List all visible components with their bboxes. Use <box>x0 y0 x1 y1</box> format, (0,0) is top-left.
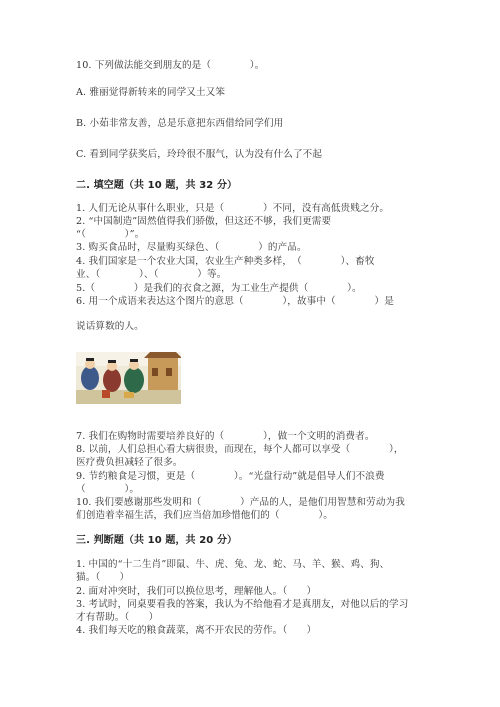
fill-line: 医疗费负担减轻了很多。 <box>76 457 183 468</box>
section-fill-in-title: 二. 填空题（共 10 题，共 32 分） <box>76 180 238 191</box>
fill-line: 6. 用一个成语来表达这个图片的意思（ ），故事中（ ）是 <box>76 296 394 307</box>
fill-line: 说话算数的人。 <box>76 321 144 332</box>
tf-line: 3. 考试时，同桌要看我的答案，我认为不给他看才是真朋友，对他以后的学习 <box>76 599 409 610</box>
q10-option-c: C. 看到同学获奖后，玲玲很不服气，认为没有什么了不起 <box>76 149 323 160</box>
fill-line: 7. 我们在购物时需要培养良好的（ ），做一个文明的消费者。 <box>76 431 375 442</box>
q10-option-a: A. 雅丽觉得新转来的同学又土又笨 <box>76 87 226 98</box>
tf-line: 1. 中国的“十二生肖”即鼠、牛、虎、兔、龙、蛇、马、羊、猴、鸡、狗、 <box>76 559 390 570</box>
fill-line: 8. 以前，人们总担心看大病很贵，而现在，每个人都可以享受（ ）， <box>76 444 404 455</box>
fill-line: “（ ）”。 <box>76 229 145 240</box>
q10-stem: 10. 下列做法能交到朋友的是（ ）。 <box>76 60 265 71</box>
fill-line: 5.（ ）是我们的衣食之源，为工业生产提供（ ）。 <box>76 283 362 294</box>
tf-line: 2. 面对冲突时，我们可以换位思考，理解他人。（ ） <box>76 586 317 597</box>
fill-line: （ ）。 <box>76 484 140 495</box>
fill-line: 3. 购买食品时，尽量购买绿色、（ ）的产品。 <box>76 242 307 253</box>
idiom-illustration <box>76 352 181 404</box>
fill-line: 2. “中国制造”固然值得我们骄傲，但这还不够，我们更需要 <box>76 216 332 227</box>
tf-line: 猫。（ ） <box>76 572 130 583</box>
fill-line: 们创造着幸福生活，我们应当倍加珍惜他们的（ ）。 <box>76 510 333 521</box>
illustration-image <box>76 352 181 404</box>
section-true-false-title: 三. 判断题（共 10 题，共 20 分） <box>76 535 238 546</box>
fill-line: 10. 我们要感谢那些发明和（ ）产品的人，是他们用智慧和劳动为我 <box>76 497 405 508</box>
fill-line: 4. 我们国家是一个农业大国，农业生产种类多样， （ ）、畜牧 <box>76 256 375 267</box>
tf-line: 4. 我们每天吃的粮食蔬菜，离不开农民的劳作。（ ） <box>76 625 317 636</box>
fill-line: 1. 人们无论从事什么职业，只是（ ）不同，没有高低贵贱之分。 <box>76 203 390 214</box>
fill-line: 业、（ ）、（ ）等。 <box>76 269 227 280</box>
tf-line: 才有帮助。（ ） <box>76 612 159 623</box>
q10-option-b: B. 小茹非常友善，总是乐意把东西借给同学们用 <box>76 118 284 129</box>
fill-line: 9. 节约粮食是习惯，更是（ ）。“光盘行动”就是倡导人们不浪费 <box>76 471 385 482</box>
